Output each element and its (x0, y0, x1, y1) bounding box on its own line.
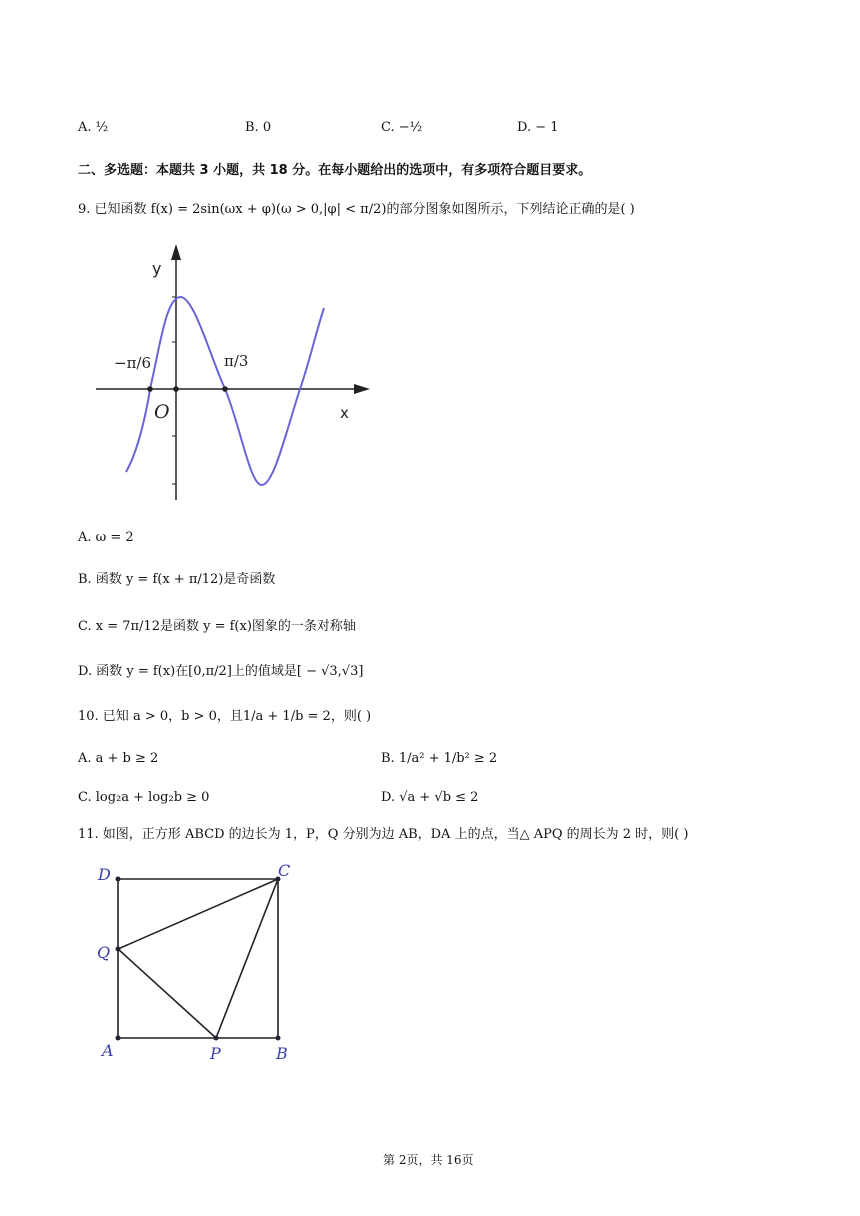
page-footer: 第 2页，共 16页 (383, 1153, 474, 1167)
vertex-a (116, 1036, 121, 1041)
q8-option-c: C. −½ (381, 120, 423, 135)
vertex-d (116, 877, 121, 882)
q11-stem: 11. 如图，正方形 ABCD 的边长为 1，P，Q 分别为边 AB，DA 上的点，当△ APQ 的周长为 2 时，则( ) (78, 827, 689, 842)
origin-label: O (154, 401, 170, 423)
label-a: A (102, 1041, 114, 1060)
x-axis-arrow (354, 384, 370, 394)
label-d: D (98, 865, 111, 884)
q10-option-b: B. 1/a² + 1/b² ≥ 2 (381, 751, 498, 766)
q10-option-d: D. √a + √b ≤ 2 (381, 790, 479, 805)
y-axis-arrow (171, 244, 181, 260)
point-q (116, 947, 121, 952)
label-c: C (278, 861, 291, 880)
q9-option-c: C. x = 7π/12是函数 y = f(x)图象的一条对称轴 (78, 619, 356, 634)
q9-option-a: A. ω = 2 (78, 530, 134, 545)
q9-option-b: B. 函数 y = f(x + π/12)是奇函数 (78, 572, 276, 587)
q10-option-c: C. log₂a + log₂b ≥ 0 (78, 790, 210, 805)
pi-3-label: π/3 (224, 352, 249, 370)
q8-option-b: B. 0 (245, 120, 272, 135)
q11-square-figure (90, 858, 320, 1068)
x-label: x (340, 404, 349, 422)
q9-stem: 9. 已知函数 f(x) = 2sin(ωx + φ)(ω > 0,|φ| < π/2)的部分图象如图所示，下列结论正确的是( ) (78, 202, 635, 217)
neg-pi-6-label: −π/6 (114, 354, 152, 372)
label-p: P (210, 1044, 221, 1063)
point-neg-pi-6 (147, 386, 153, 392)
segment-qp (118, 949, 216, 1038)
q10-option-a: A. a + b ≥ 2 (78, 751, 159, 766)
q8-option-a: A. ½ (78, 120, 109, 135)
point-origin (173, 386, 179, 392)
q9-option-d: D. 函数 y = f(x)在[0,π/2]上的值域是[ − √3,√3] (78, 664, 364, 679)
section-header: 二、多选题：本题共 3 小题，共 18 分。在每小题给出的选项中，有多项符合题目要求。 (78, 163, 592, 178)
y-label: y (152, 259, 162, 278)
point-pi-3 (222, 386, 228, 392)
q9-sine-graph (90, 236, 390, 506)
q10-stem: 10. 已知 a > 0，b > 0，且1/a + 1/b = 2，则( ) (78, 709, 372, 724)
label-q: Q (97, 943, 111, 962)
label-b: B (276, 1044, 288, 1063)
square (118, 879, 278, 1038)
q8-option-d: D. − 1 (517, 120, 559, 135)
vertex-b (276, 1036, 281, 1041)
point-p (214, 1036, 219, 1041)
